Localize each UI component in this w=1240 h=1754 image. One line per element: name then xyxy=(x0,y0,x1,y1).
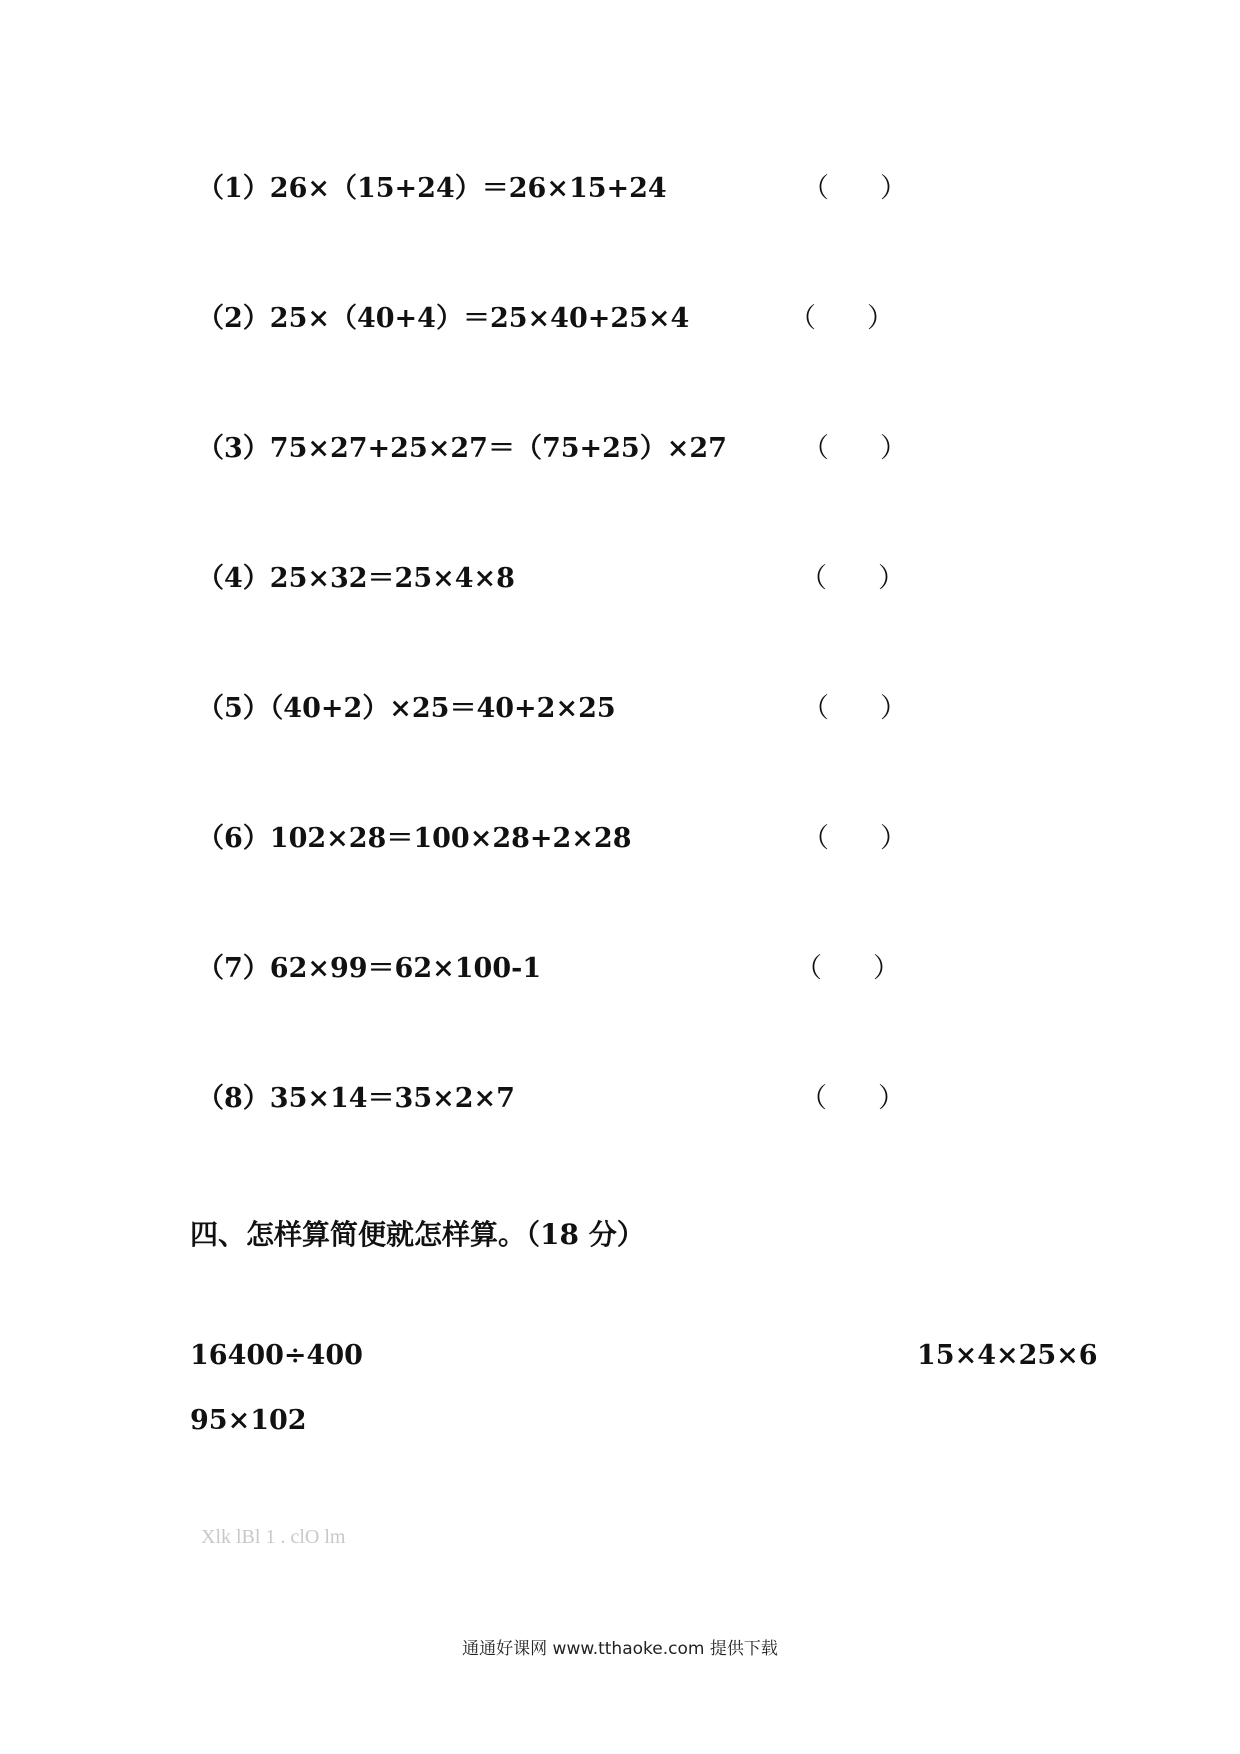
page-footer: 通通好课网 www.tthaoke.com 提供下载 xyxy=(462,1639,778,1659)
calc-problem-2: 15×4×25×6 xyxy=(917,1340,1098,1371)
judgement-item-8 xyxy=(197,1076,957,1116)
judgement-item-text: （7）62×99＝62×100-1 xyxy=(197,953,542,984)
judgement-item-5 xyxy=(197,686,957,726)
section-four-title: 四、怎样算简便就怎样算。（18 分） xyxy=(190,1218,645,1251)
answer-bracket[interactable]: （ ） xyxy=(800,1083,905,1114)
faint-watermark: Xlk lBl 1 . clO lm xyxy=(201,1526,346,1548)
answer-bracket[interactable]: （ ） xyxy=(795,953,900,984)
judgement-item-6 xyxy=(197,816,957,856)
judgement-item-text: （1）26×（15+24）＝26×15+24 xyxy=(197,173,667,204)
judgement-item-text: （4）25×32＝25×4×8 xyxy=(197,563,515,594)
judgement-item-text: （8）35×14＝35×2×7 xyxy=(197,1083,515,1114)
answer-bracket[interactable]: （ ） xyxy=(802,823,907,854)
judgement-item-text: （2）25×（40+4）＝25×40+25×4 xyxy=(197,303,690,334)
answer-bracket[interactable]: （ ） xyxy=(802,173,907,204)
calc-problem-3: 95×102 xyxy=(190,1405,307,1436)
answer-bracket[interactable]: （ ） xyxy=(800,563,905,594)
judgement-item-1 xyxy=(197,166,957,206)
judgement-item-text: （3）75×27+25×27＝（75+25）×27 xyxy=(197,433,727,464)
judgement-item-text: （6）102×28＝100×28+2×28 xyxy=(197,823,632,854)
calc-problem-1: 16400÷400 xyxy=(190,1340,363,1371)
answer-bracket[interactable]: （ ） xyxy=(802,433,907,464)
judgement-item-3 xyxy=(197,426,957,466)
judgement-item-text: （5）（40+2）×25＝40+2×25 xyxy=(197,693,616,724)
judgement-item-4 xyxy=(197,556,957,596)
judgement-item-7 xyxy=(197,946,957,986)
answer-bracket[interactable]: （ ） xyxy=(789,303,894,334)
judgement-item-2 xyxy=(197,296,957,336)
answer-bracket[interactable]: （ ） xyxy=(802,693,907,724)
